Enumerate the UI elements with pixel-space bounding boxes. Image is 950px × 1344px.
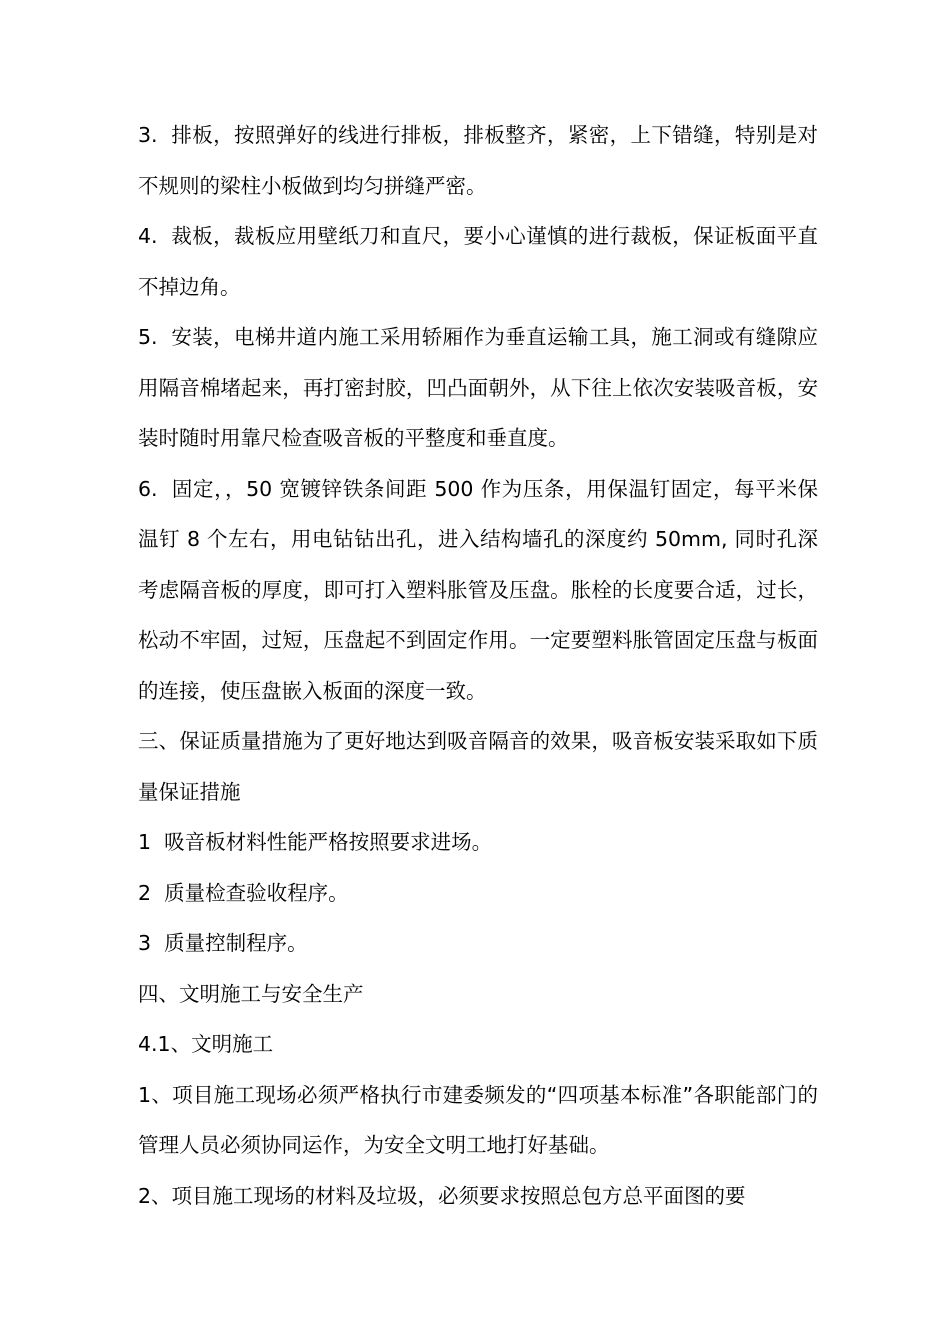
civilized-item-1: 1、项目施工现场必须严格执行市建委频发的“四项基本标准”各职能部门的管理人员必须协同运作，为安全文明工地打好基础。	[138, 1082, 818, 1157]
step-6-paragraph: 6. 固定，，50 宽镀锌铁条间距 500 作为压条，用保温钉固定，每平米保温钉 8 个左右，用电钻钻出孔，进入结构墙孔的深度约 50mm, 同时孔深考虑隔音板的厚度，即可打入塑料胀管及压盘。胀栓的长度要合适，过长，松动不牢固，过短，压盘起不到固定作用。一定要塑料胀管固定压盘与板面的连接，使压盘嵌入板面的深度一致。	[138, 476, 818, 703]
step-4-paragraph: 4. 裁板，裁板应用壁纸刀和直尺，要小心谨慎的进行裁板，保证板面平直不掉边角。	[138, 224, 818, 299]
quality-item-2: 2 质量检查验收程序。	[138, 880, 349, 905]
civilized-item-2: 2、项目施工现场的材料及垃圾，必须要求按照总包方总平面图的要	[138, 1183, 746, 1208]
quality-section-heading: 三、保证质量措施为了更好地达到吸音隔音的效果，吸音板安装采取如下质量保证措施	[138, 729, 818, 804]
quality-item-1: 1 吸音板材料性能严格按照要求进场。	[138, 830, 493, 854]
step-5-paragraph: 5. 安装，电梯井道内施工采用轿厢作为垂直运输工具，施工洞或有缝隙应用隔音棉堵起来，再打密封胶，凹凸面朝外，从下往上依次安装吸音板，安装时随时用靠尺检查吸音板的平整度和垂直度。	[138, 325, 818, 450]
safety-section-heading: 四、文明施工与安全生产	[138, 981, 364, 1006]
civilized-construction-subheading: 4.1、文明施工	[138, 1032, 274, 1056]
document-page	[138, 110, 818, 1221]
step-3-paragraph: 3. 排板，按照弹好的线进行排板，排板整齐，紧密，上下错缝，特别是对不规则的梁柱小板做到均匀拼缝严密。	[138, 123, 818, 198]
quality-item-3: 3 质量控制程序。	[138, 931, 308, 955]
